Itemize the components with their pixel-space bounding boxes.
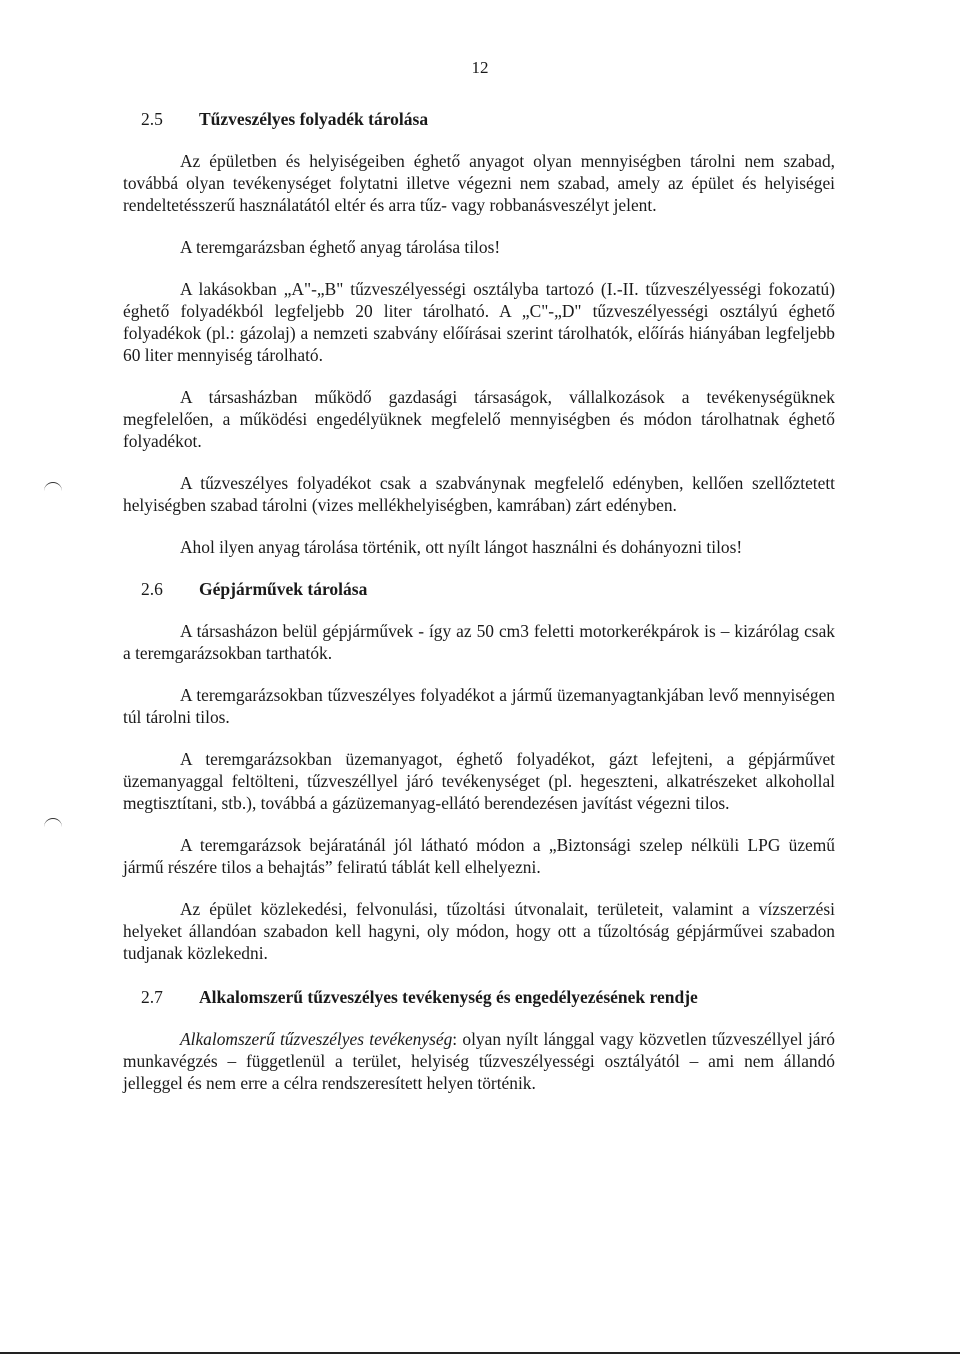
section-title: Alkalomszerű tűzveszélyes tevékenység és engedélyezésének rendje: [199, 987, 698, 1007]
section-heading-2-6: [141, 578, 835, 600]
section-heading-2-7: [141, 986, 835, 1008]
section-title: Tűzveszélyes folyadék tárolása: [199, 109, 429, 129]
margin-mark: [44, 818, 62, 829]
paragraph: A társasházban működő gazdasági társaságok, vállalkozások a tevékenységüknek megfelelően, a működési engedélyüknek megfelelő mennyiségben és módon tárolhatnak éghető folyadékot.: [123, 387, 835, 451]
bottom-rule: [0, 1352, 960, 1354]
paragraph: A társasházon belül gépjárművek - így az 50 cm3 feletti motorkerékpárok is – kizárólag csak a teremgarázsokban tarthatók.: [123, 621, 835, 663]
paragraph: A teremgarázsokban üzemanyagot, éghető folyadékot, gázt lefejteni, a gépjárművet üzemanyaggal feltölteni, tűzveszéllyel járó tevékenységet (pl. hegeszteni, alkatrészeket alkohollal megtisztítani, stb.), továbbá a gázüzemanyag-ellátó berendezésen javítást végezni tilos.: [123, 749, 835, 813]
paragraph: A lakásokban „A"-„B" tűzveszélyességi osztályba tartozó (I.-II. tűzveszélyességi fokozatú) éghető folyadékból legfeljebb 20 liter tárolható. A „C"-„D" tűzveszélyességi osztályú éghető folyadékok (pl.: gázolaj) a nemzeti szabvány előírásai szerint tárolhatók, előírás hiányában legfeljebb 60 liter mennyiség tárolható.: [123, 279, 835, 365]
defined-term: Alkalomszerű tűzveszélyes tevékenység: [180, 1029, 453, 1049]
document-body: [123, 108, 835, 1114]
paragraph: A teremgarázsban éghető anyag tárolása tilos!: [180, 237, 501, 257]
paragraph: Ahol ilyen anyag tárolása történik, ott nyílt lángot használni és dohányozni tilos!: [180, 537, 743, 557]
section-title: Gépjárművek tárolása: [199, 579, 368, 599]
paragraph: A teremgarázsokban tűzveszélyes folyadékot a jármű üzemanyagtankjában levő mennyiségen túl tárolni tilos.: [123, 685, 835, 727]
paragraph: A teremgarázsok bejáratánál jól látható módon a „Biztonsági szelep nélküli LPG üzemű jármű részére tilos a behajtás” feliratú táblát kell elhelyezni.: [123, 835, 835, 877]
paragraph: Az épületben és helyiségeiben éghető anyagot olyan mennyiségben tárolni nem szabad, továbbá olyan tevékenységet folytatni illetve végezni nem szabad, amely az épület és helyiségei rendeltetésszerű használatától eltér és arra tűz- vagy robbanásveszélyt jelent.: [123, 151, 835, 215]
page-number: 12: [471, 58, 489, 77]
definition-paragraph: [123, 1028, 835, 1094]
section-number: 2.7: [141, 987, 163, 1007]
section-number: 2.6: [141, 579, 163, 599]
section-heading-2-5: [141, 108, 835, 130]
margin-mark: [44, 482, 62, 493]
paragraph: A tűzveszélyes folyadékot csak a szabványnak megfelelő edényben, kellően szellőztetett helyiségben szabad tárolni (vizes mellékhelyiségben, kamrában) zárt edényben.: [123, 473, 835, 515]
paragraph: Az épület közlekedési, felvonulási, tűzoltási útvonalait, területeit, valamint a vízszerzési helyeket állandóan szabadon kell hagyni, oly módon, hogy ott a tűzoltóság gépjárművei szabadon tudjanak közlekedni.: [123, 899, 835, 963]
section-number: 2.5: [141, 109, 163, 129]
definition-text: : olyan nyílt lánggal vagy közvetlen tűzveszéllyel járó munkavégzés – függetlenül a terület, helyiség tűzveszélyességi osztályától – ami nem állandó jelleggel és nem erre a célra rendszeresített helyen történik.: [123, 1029, 835, 1093]
